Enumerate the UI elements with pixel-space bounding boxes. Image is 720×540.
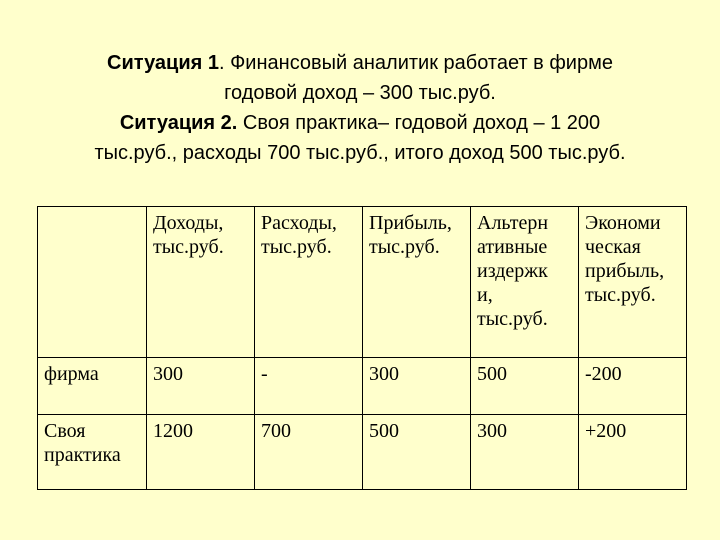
row-label-firm: фирма [38, 358, 147, 415]
table-row [38, 415, 687, 490]
cell-income: 300 [147, 358, 255, 415]
cell-economic-profit: +200 [579, 415, 687, 490]
cell-profit: 500 [363, 415, 471, 490]
situation-1-income: годовой доход – 300 тыс.руб. [224, 82, 496, 104]
situation-2-details: тыс.руб., расходы 700 тыс.руб., итого доход 500 тыс.руб. [94, 142, 626, 164]
profit-table [37, 206, 687, 490]
header-cell-empty [38, 207, 147, 358]
header-cell-expenses: Расходы, тыс.руб. [255, 207, 363, 358]
situation-2-text: Своя практика– годовой доход – 1 200 [237, 112, 601, 134]
header-cell-profit: Прибыль, тыс.руб. [363, 207, 471, 358]
cell-profit: 300 [363, 358, 471, 415]
cell-expenses: 700 [255, 415, 363, 490]
cell-opportunity-cost: 300 [471, 415, 579, 490]
cell-income: 1200 [147, 415, 255, 490]
situation-2-label: Ситуация 2. [119, 112, 238, 134]
header-cell-income: Доходы, тыс.руб. [147, 207, 255, 358]
cell-opportunity-cost: 500 [471, 358, 579, 415]
header-cell-economic-profit: Экономи ческая прибыль, тыс.руб. [579, 207, 687, 358]
cell-expenses: - [255, 358, 363, 415]
situation-1-label: Ситуация 1 [107, 52, 219, 74]
situation-1-text: . Финансовый аналитик работает в фирме [218, 52, 613, 74]
row-label-own-practice: Своя практика [38, 415, 147, 490]
header-cell-opportunity-cost: Альтерн ативные издержк и, тыс.руб. [471, 207, 579, 358]
table-header-row [38, 207, 687, 358]
situation-1-line [0, 48, 720, 78]
situation-2-line [0, 108, 720, 138]
table-row [38, 358, 687, 415]
cell-economic-profit: -200 [579, 358, 687, 415]
situation-description [0, 48, 720, 168]
